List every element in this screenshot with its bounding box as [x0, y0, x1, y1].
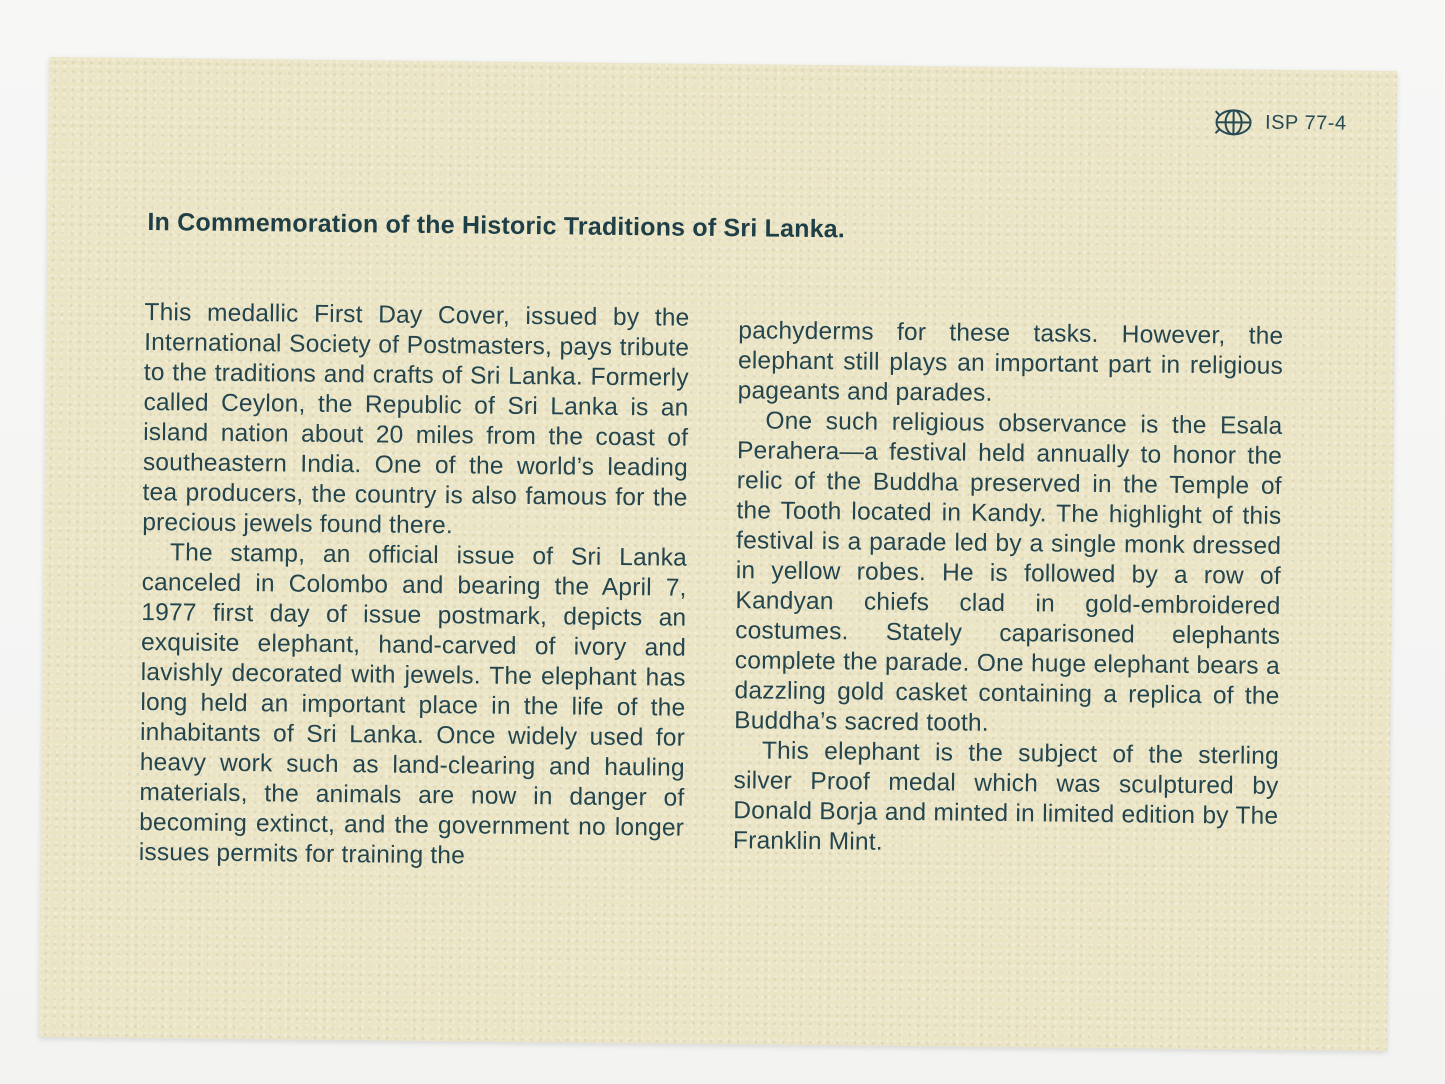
document-title: In Commemoration of the Historic Traditions of Sri Lanka.: [147, 208, 846, 244]
paragraph: This medallic First Day Cover, issued by the International Society of Postmasters, pays tribute to the traditions and crafts of Sri Lanka. Formerly called Ceylon, the Republic of Sri Lanka is an island nation about 20 miles from the coast of southeastern India. One of the world’s leading tea producers, the country is also famous for the precious jewels found there.: [142, 298, 690, 540]
paragraph: One such religious observance is the Esala Perahera—a festival held annually to honor the relic of the Buddha preserved in the Temple of the Tooth located in Kandy. The highlight of this festival is a parade led by a single monk dressed in yellow robes. He is followed by a row of Kandyan chiefs clad in gold-embroidered costumes. Stately caparisoned elephants complete the parade. One huge elephant bears a dazzling gold casket containing a replica of the Buddha’s sacred tooth.: [734, 407, 1283, 737]
right-column: [733, 316, 1284, 862]
paragraph: This elephant is the subject of the sterling silver Proof medal which was sculptured by Donald Borja and minted in limited edition by The Franklin Mint.: [732, 737, 1280, 856]
paragraph: pachyderms for these tasks. However, the elephant still plays an important part in religious pageants and parades.: [737, 317, 1284, 407]
issue-code: [1213, 107, 1347, 138]
globe-emblem-icon: [1213, 107, 1253, 137]
first-day-cover-card: [39, 57, 1397, 1051]
left-column: [139, 298, 690, 874]
issue-code-text: ISP 77-4: [1264, 111, 1347, 135]
paragraph: The stamp, an official issue of Sri Lanka canceled in Colombo and bearing the April 7, 1977 first day of issue postmark, depicts an exquisite elephant, hand-carved of ivory and lavishly decorated with jewels. The elephant has long held an important place in the life of the inhabitants of Sri Lanka. Once widely used for heavy work such as land-clearing and hauling materials, the animals are now in danger of becoming extinct, and the government no longer issues permits for training the: [138, 539, 688, 870]
